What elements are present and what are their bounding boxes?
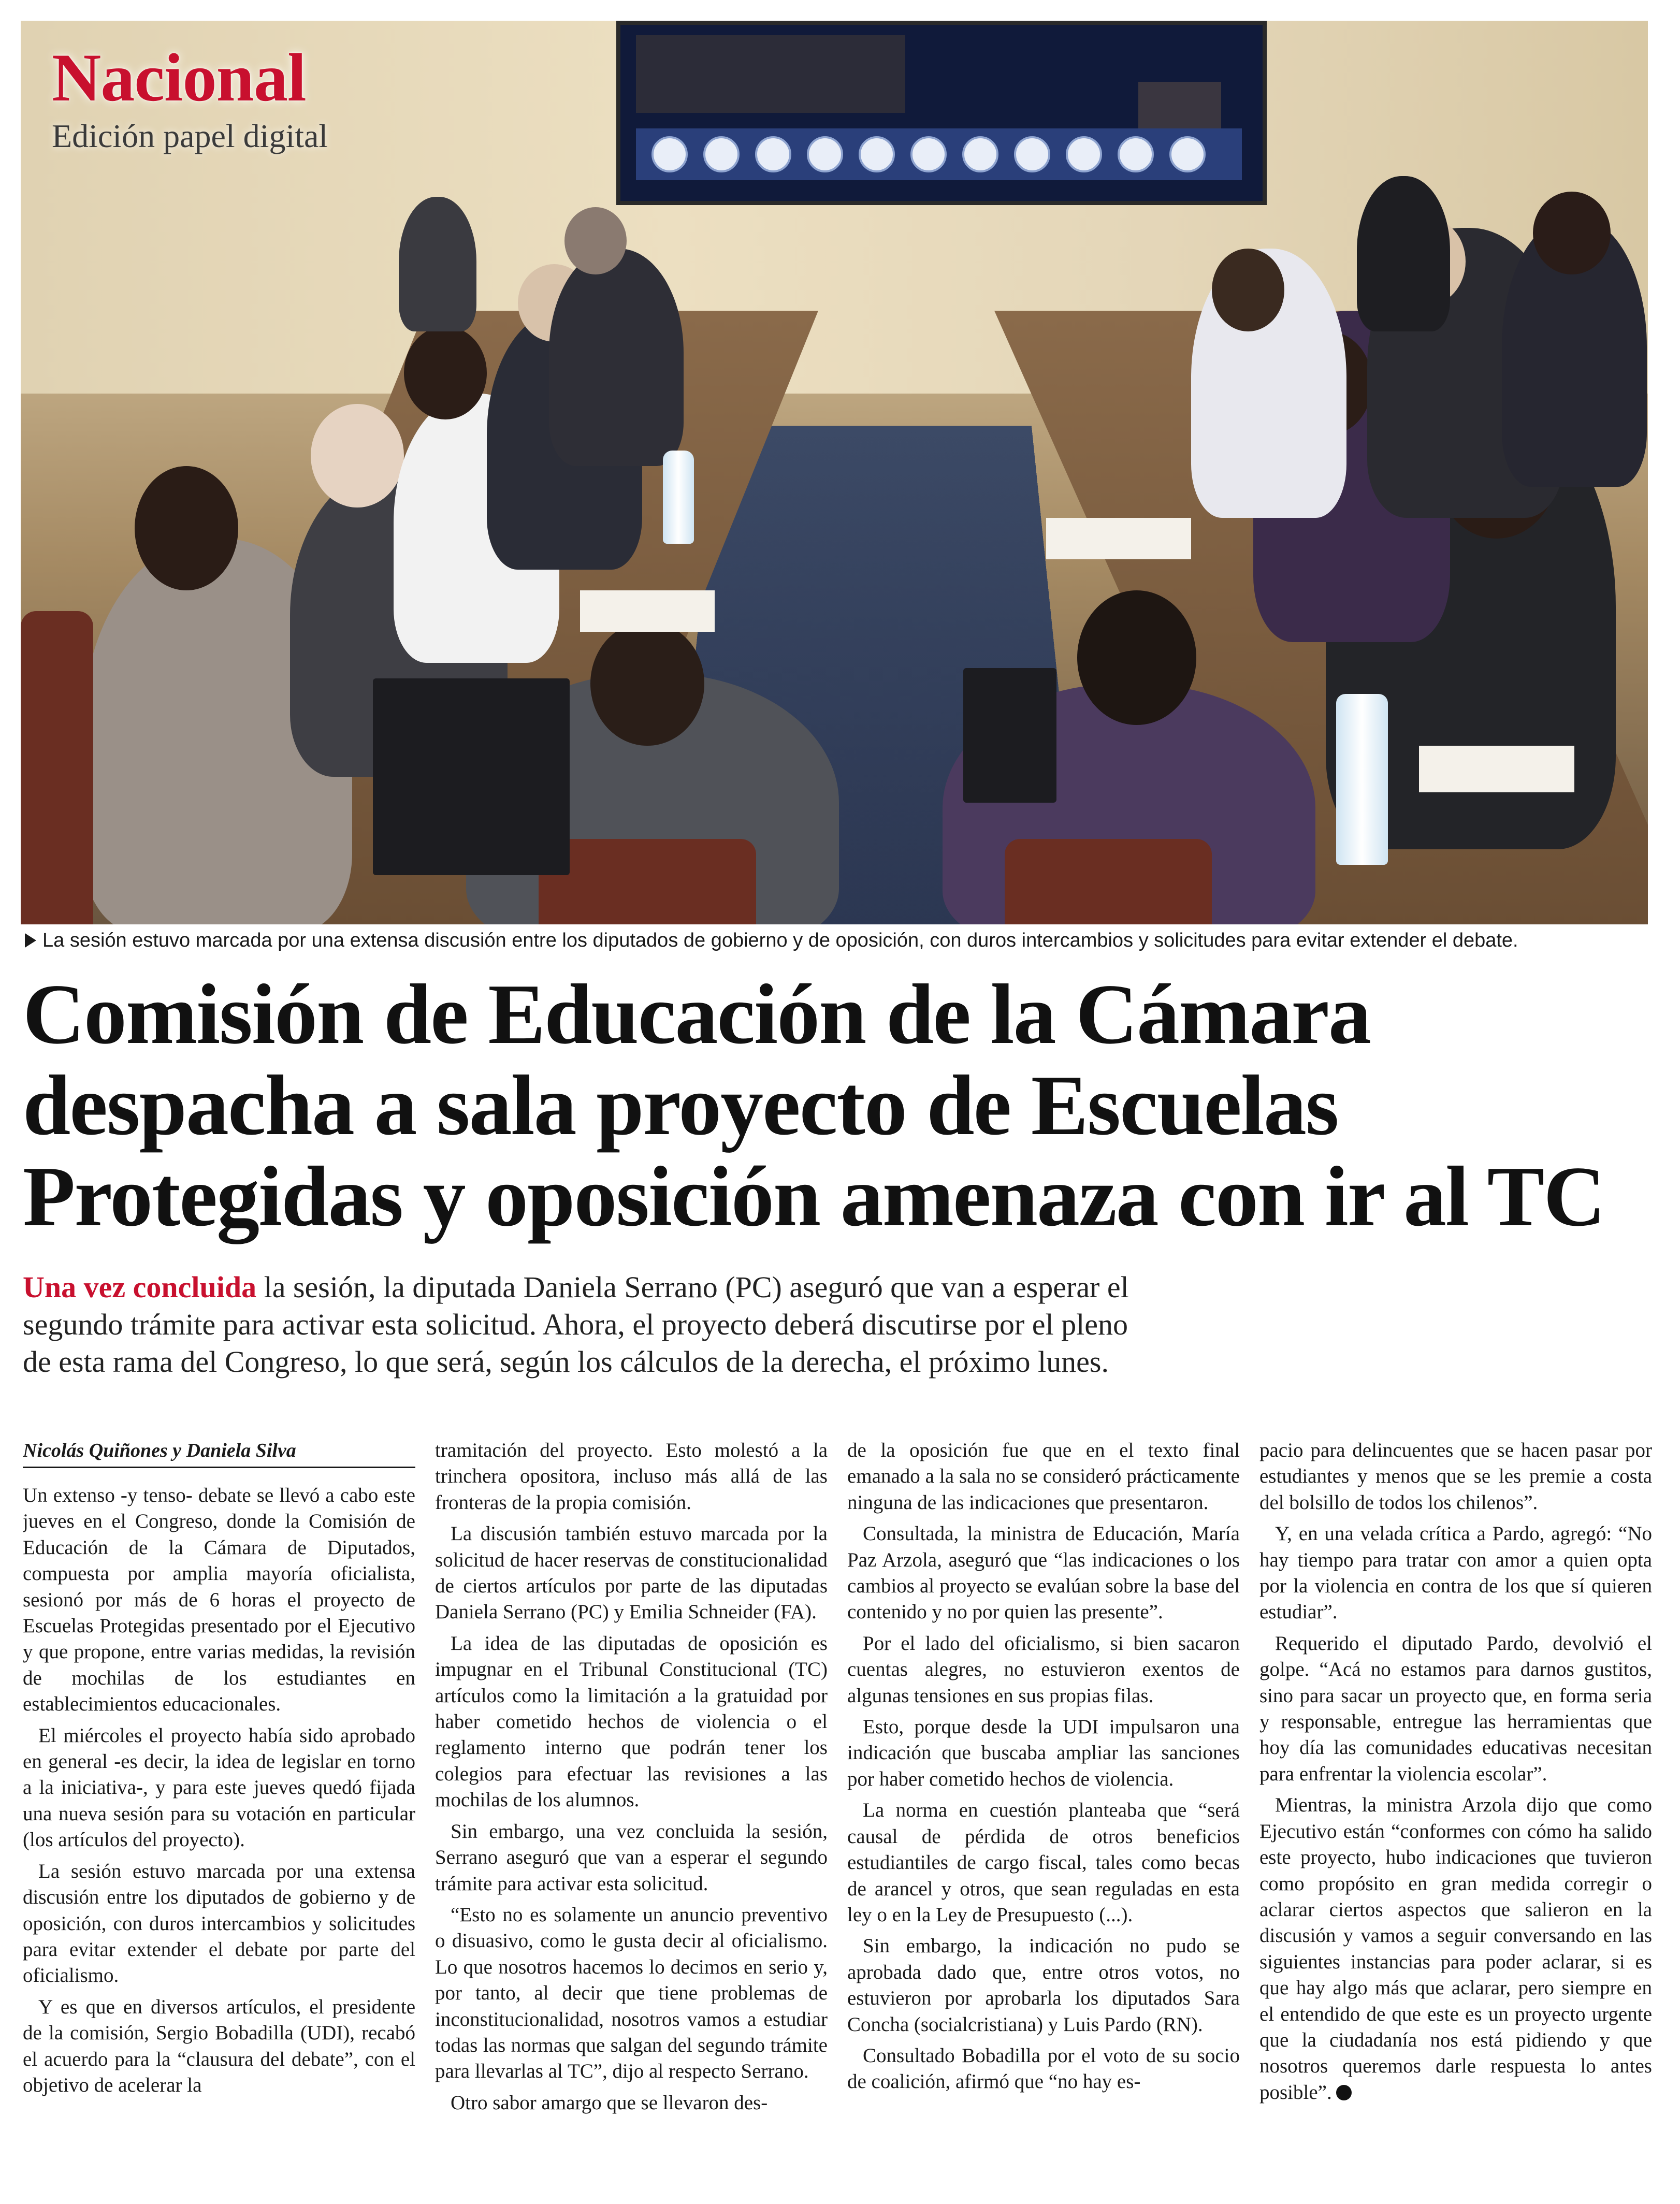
video-conference-screen (616, 21, 1267, 205)
caption-text: La sesión estuvo marcada por una extensa discusión entre los diputados de gobierno y de oposición, con duros intercambios y solicitudes para evitar extender el debate. (42, 930, 1518, 951)
chair (539, 839, 756, 924)
chair (1005, 839, 1212, 924)
end-of-article-icon (1336, 2085, 1352, 2100)
person-head (404, 326, 487, 419)
byline: Nicolás Quiñones y Daniela Silva (23, 1438, 415, 1468)
lead-line: segundo trámite para activar esta solicitud. Ahora, el proyecto deberá discutirse por el pleno (23, 1308, 1128, 1341)
body-paragraph: Sin embargo, la indicación no pudo se aprobada dado que, entre otros votos, no estuvieron por aprobarla los diputados Sara Concha (socialcristiana) y Luis Pardo (RN). (847, 1935, 1240, 2036)
body-paragraph: pacio para delincuentes que se hacen pasar por estudiantes y menos que se les premie a costa del bolsillo de todos los chilenos”. (1259, 1439, 1652, 1514)
person-figure (1357, 176, 1450, 331)
article-headline (23, 968, 1654, 1242)
body-paragraph: La idea de las diputadas de oposición es impugnar en el Tribunal Constitucional (TC) artículos como la limitación a la gratuidad por haber cometido hechos de violencia o el reglamento interno que podrán tener los colegios para efectuar las revisiones a las mochilas de los alumnos. (435, 1632, 828, 1811)
headline-line: Protegidas y oposición amenaza con ir al TC (23, 1149, 1605, 1244)
participant-avatar (1014, 136, 1050, 172)
body-paragraph-final (1259, 1792, 1652, 2106)
person-head (1077, 590, 1196, 725)
article-body (23, 1438, 1653, 2183)
participant-avatar (807, 136, 843, 172)
screen-video-feed (636, 35, 905, 113)
caption-triangle-icon (25, 933, 36, 948)
body-column-3 (847, 1438, 1240, 2183)
person-figure (549, 249, 684, 466)
body-column-1 (23, 1438, 415, 2183)
lead-text: la sesión, la diputada Daniela Serrano (PC) aseguró que van a esperar el (256, 1270, 1129, 1304)
laptop (963, 668, 1056, 803)
body-paragraph: Y, en una velada crítica a Pardo, agregó: “No hay tiempo para tratar con amor a quien opta por la violencia en contra de los que sí quieren estudiar”. (1259, 1523, 1652, 1623)
body-paragraph: La sesión estuvo marcada por una extensa discusión entre los diputados de gobierno y de oposición, con duros intercambios y solicitudes para evitar extender el debate por parte del oficialismo. (23, 1860, 415, 1987)
body-paragraph: La norma en cuestión planteaba que “será causal de pérdida de otros beneficios estudiantiles de cargo fiscal, tales como becas de arancel y otros, que sean reguladas en esta ley o en la Ley de Presupuesto (...). (847, 1799, 1240, 1926)
water-bottle (663, 451, 694, 544)
paper-sheet (1046, 518, 1191, 559)
participant-avatar (910, 136, 947, 172)
body-paragraph: Un extenso -y tenso- debate se llevó a cabo este jueves en el Congreso, donde la Comisión de Educación de la Cámara de Diputados, compuesta por amplia mayoría oficialista, sesionó por más de 6 horas el proyecto de Escuelas Protegidas presentado por el Ejecutivo y que propone, entre varias medidas, la revisión de mochilas de los estudiantes en establecimientos educacionales. (23, 1484, 415, 1716)
headline-line: Comisión de Educación de la Cámara (23, 966, 1370, 1062)
participant-avatar (1118, 136, 1154, 172)
body-paragraph: “Esto no es solamente un anuncio preventivo o disuasivo, como le gusta decir al oficialismo. Lo que nosotros hacemos lo decimos en serio y, por tanto, al decir que tiene problemas de inconstitucionalidad, nosotros vamos a estudiar todas las normas que salgan del segundo trámite para llevarlas al TC”, dijo al respecto Serrano. (435, 1903, 828, 2083)
person-head (1533, 192, 1611, 274)
body-paragraph: Consultada, la ministra de Educación, María Paz Arzola, aseguró que “las indicaciones o los cambios al proyecto se evalúan sobre la base del contenido y no por quien las presente”. (847, 1523, 1240, 1623)
participant-avatar (651, 136, 688, 172)
section-name: Nacional (52, 39, 306, 115)
body-paragraph: Otro sabor amargo que se llevaron des- (451, 2091, 768, 2114)
body-paragraph: El miércoles el proyecto había sido aprobado en general -es decir, la idea de legislar en torno a la iniciativa-, y para este jueves quedó fijada una nueva sesión para su votación en particular (los artículos del proyecto). (23, 1724, 415, 1851)
participant-avatar (1169, 136, 1206, 172)
chair (21, 611, 93, 924)
person-figure (399, 197, 476, 331)
body-paragraph: La discusión también estuvo marcada por la solicitud de hacer reservas de constitucionalidad de ciertos artículos por parte de las diputadas Daniela Serrano (PC) y Emilia Schneider (FA). (435, 1523, 828, 1623)
body-paragraph: Por el lado del oficialismo, si bien sacaron cuentas alegres, no estuvieron exentos de algunas tensiones en sus propias filas. (847, 1632, 1240, 1707)
paper-sheet (580, 590, 715, 632)
body-paragraph: de la oposición fue que en el texto final emanado a la sala no se consideró prácticamente ninguna de las indicaciones que presentaron. (847, 1439, 1240, 1514)
participant-avatar (703, 136, 740, 172)
body-paragraph: Y es que en diversos artículos, el presidente de la comisión, Sergio Bobadilla (UDI), recabó el acuerdo para la “clausura del debate”, con el objetivo de acelerar la (23, 1995, 415, 2096)
section-kicker (52, 39, 328, 155)
body-paragraph: tramitación del proyecto. Esto molestó a la trinchera opositora, incluso más allá de las fronteras de la propia comisión. (435, 1439, 828, 1514)
body-paragraph: Sin embargo, una vez concluida la sesión, Serrano aseguró que van a esperar el segundo trámite para activar esta solicitud. (435, 1820, 828, 1895)
laptop (373, 678, 570, 875)
body-paragraph: Consultado Bobadilla por el voto de su socio de coalición, afirmó que “no hay es- (847, 2044, 1240, 2093)
participant-avatar (755, 136, 791, 172)
lead-highlight: Una vez concluida (23, 1270, 257, 1304)
article-photo (21, 21, 1648, 924)
body-paragraph: Esto, porque desde la UDI impulsaron una indicación que buscaba ampliar las sanciones por haber cometido hechos de violencia. (847, 1716, 1240, 1790)
lead-line: de esta rama del Congreso, lo que será, según los cálculos de la derecha, el próximo lunes. (23, 1345, 1109, 1379)
participant-avatar (962, 136, 998, 172)
final-paragraph-text: Mientras, la ministra Arzola dijo que como Ejecutivo están “conformes con cómo ha salido este proyecto, hubo indicaciones que tuvieron como propósito en gran medida corregir o aclarar ciertos aspectos que salieron en la discusión y vamos a seguir conversando en las siguientes instancias para poder aclarar, si es que hay algo más que aclarar, pero siempre en el entendido de que este es un proyecto urgente que la ciudadanía nos está pidiendo y que nosotros queremos darle respuesta lo antes posible”. (1259, 1794, 1652, 2104)
person-head (1212, 249, 1284, 331)
person-head (564, 207, 627, 274)
edition-label: Edición papel digital (52, 118, 328, 154)
participant-avatar (859, 136, 895, 172)
paper-sheet (1419, 746, 1574, 792)
participant-avatar (1066, 136, 1102, 172)
body-column-4 (1259, 1438, 1652, 2183)
body-paragraph: Requerido el diputado Pardo, devolvió el golpe. “Acá no estamos para darnos gustitos, sino para sacar un proyecto que, en forma seria y responsable, entregue las herramientas que hoy día las comunidades educativas necesitan para enfrentar la violencia escolar”. (1259, 1632, 1652, 1785)
body-column-2 (435, 1438, 828, 2183)
article-lead (23, 1269, 1644, 1381)
lead-line (23, 1269, 1644, 1306)
person-head (311, 404, 404, 508)
photo-caption (25, 930, 1651, 952)
water-bottle (1336, 694, 1388, 865)
headline-line: despacha a sala proyecto de Escuelas (23, 1057, 1338, 1153)
person-head (590, 621, 704, 746)
person-head (135, 466, 238, 590)
